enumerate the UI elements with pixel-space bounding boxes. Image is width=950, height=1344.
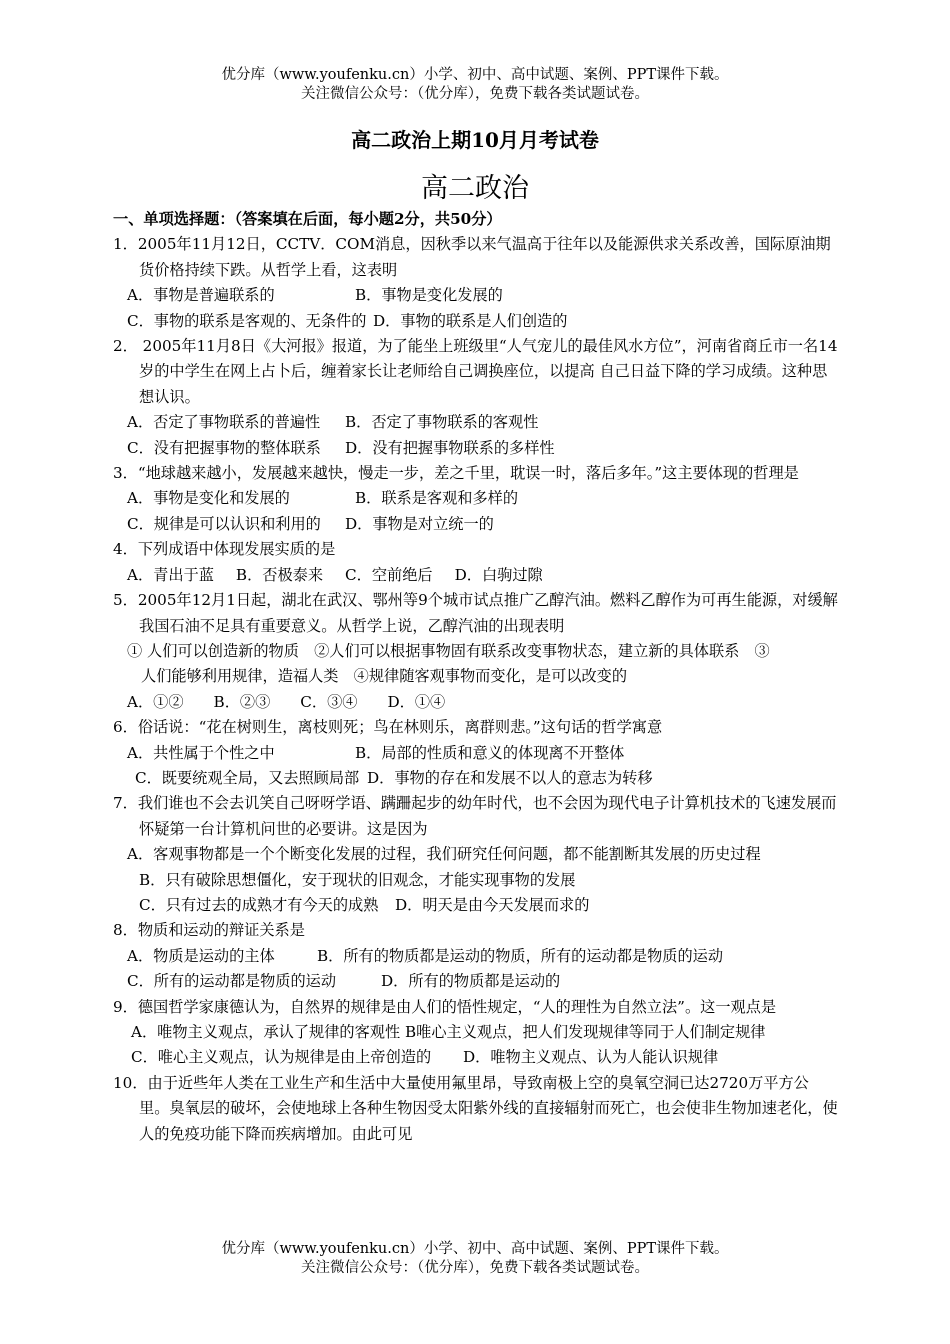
question-6-option-c: C．既要统观全局，又去照顾局部 bbox=[135, 768, 360, 787]
question-5-stem: 5．2005年12月1日起，湖北在武汉、鄂州等9个城市试点推广乙醇汽油。燃料乙醇作为可再生能源，对缓解我国石油不足具有重要意义。从哲学上说，乙醇汽油的出现表明 bbox=[113, 591, 838, 635]
header-line-1: 优分库（www.youfenku.cn）小学、初中、高中试题、案例、PPT课件下载。 bbox=[221, 67, 729, 83]
question-6-options-row-1 bbox=[113, 741, 838, 766]
question-5-option-a: A．①② bbox=[127, 692, 184, 711]
question-1-option-c: C．事物的联系是客观的、无条件的 bbox=[127, 311, 367, 330]
question-3-stem: 3．“地球越来越小，发展越来越快，慢走一步，差之千里，耽误一时，落后多年。”这主要体现的哲理是 bbox=[113, 464, 799, 483]
page-header bbox=[0, 66, 950, 104]
section-heading: 一、单项选择题：（答案填在后面，每小题2分，共50分） bbox=[113, 210, 502, 228]
question-9-option-d: D．唯物主义观点、认为人能认识规律 bbox=[463, 1048, 719, 1067]
exam-content bbox=[113, 207, 838, 1147]
question-5-option-c: C．③④ bbox=[300, 692, 358, 711]
question-1-options-row-1 bbox=[113, 283, 838, 308]
question-1-options-row-2 bbox=[113, 309, 838, 334]
question-6-stem: 6．俗话说：“花在树则生，离枝则死；鸟在林则乐，离群则悲。”这句话的哲学寓意 bbox=[113, 718, 663, 737]
question-9-stem: 9．德国哲学家康德认为，自然界的规律是由人们的悟性规定，“人的理性为自然立法”。这一观点是 bbox=[113, 997, 777, 1016]
question-3-options-row-2 bbox=[113, 512, 838, 537]
question-8-option-a: A．物质是运动的主体 bbox=[127, 946, 275, 965]
question-5-options bbox=[113, 690, 838, 715]
question-3-option-b: B．联系是客观和多样的 bbox=[355, 489, 519, 508]
question-5-statements bbox=[113, 639, 838, 690]
question-7-option-d: D．明天是由今天发展而求的 bbox=[395, 895, 590, 914]
footer-line-2: 关注微信公众号：（优分库），免费下载各类试题试卷。 bbox=[301, 1260, 649, 1276]
question-8-stem: 8．物质和运动的辩证关系是 bbox=[113, 921, 305, 940]
header-line-2: 关注微信公众号：（优分库），免费下载各类试题试卷。 bbox=[301, 86, 649, 102]
question-5-option-d: D．①④ bbox=[387, 692, 446, 711]
question-6-option-b: B．局部的性质和意义的体现离不开整体 bbox=[355, 743, 625, 762]
question-2-options-row-1 bbox=[113, 410, 838, 435]
question-8-options-row-2 bbox=[113, 969, 838, 994]
question-3-option-d: D．事物是对立统一的 bbox=[345, 514, 494, 533]
question-9-options-row-cd bbox=[113, 1045, 838, 1070]
question-1-option-b: B．事物是变化发展的 bbox=[355, 286, 503, 305]
question-5-statements-line-2: 人们能够利用规律，造福人类 ④规律随客观事物而变化，是可以改变的 bbox=[141, 667, 627, 686]
question-8-option-c: C．所有的运动都是物质的运动 bbox=[127, 972, 337, 991]
question-4-option-d: D．白驹过隙 bbox=[454, 565, 543, 584]
question-2-stem: 2． 2005年11月8日《大河报》报道，为了能坐上班级里“人气宠儿的最佳风水方位”，河南省商丘市一名14岁的中学生在网上占卜后，缠着家长让老师给自己调换座位，以提高 自己日益下降的学习成绩。这种思想认识。 bbox=[113, 337, 838, 406]
question-7-options-row-cd bbox=[113, 893, 838, 918]
exam-title: 高二政治上期10月月考试卷 bbox=[351, 128, 599, 152]
question-2-options-row-2 bbox=[113, 436, 838, 461]
page-footer bbox=[0, 1240, 950, 1278]
question-5-statements-line-1: ① 人们可以创造新的物质 ②人们可以根据事物固有联系改变事物状态，建立新的具体联系 ③ bbox=[127, 641, 770, 660]
question-2-option-c: C．没有把握事物的整体联系 bbox=[127, 438, 321, 457]
question-2-option-a: A．否定了事物联系的普遍性 bbox=[127, 413, 321, 432]
question-3-option-a: A．事物是变化和发展的 bbox=[127, 489, 290, 508]
question-2-option-d: D．没有把握事物联系的多样性 bbox=[345, 438, 555, 457]
question-4-options bbox=[113, 563, 838, 588]
question-9-options-row-ab: A．唯物主义观点，承认了规律的客观性 B唯心主义观点，把人们发现规律等同于人们制定规律 bbox=[131, 1023, 766, 1041]
question-10-stem: 10．由于近些年人类在工业生产和生活中大量使用氟里昂，导致南极上空的臭氧空洞已达2720万平方公里。臭氧层的破坏，会使地球上各种生物因受太阳紫外线的直接辐射而死亡，也会使非生物加速老化，使人的免疫功能下降而疾病增加。由此可见 bbox=[113, 1073, 838, 1143]
question-6-option-a: A．共性属于个性之中 bbox=[127, 743, 275, 762]
footer-line-1: 优分库（www.youfenku.cn）小学、初中、高中试题、案例、PPT课件下载。 bbox=[221, 1241, 729, 1257]
question-1-option-a: A．事物是普遍联系的 bbox=[127, 286, 275, 305]
question-1-option-d: D．事物的联系是人们创造的 bbox=[373, 311, 568, 330]
question-8-options-row-1 bbox=[113, 944, 838, 969]
question-7-option-c: C．只有过去的成熟才有今天的成熟 bbox=[139, 895, 379, 914]
question-3-options-row-1 bbox=[113, 486, 838, 511]
question-4-option-a: A．青出于蓝 bbox=[127, 565, 214, 584]
question-5-option-b: B．②③ bbox=[213, 692, 271, 711]
question-2-option-b: B．否定了事物联系的客观性 bbox=[345, 413, 539, 432]
question-9-option-c: C．唯心主义观点，认为规律是由上帝创造的 bbox=[131, 1048, 432, 1067]
question-7-option-b: B．只有破除思想僵化，安于现状的旧观念，才能实现事物的发展 bbox=[139, 870, 576, 889]
question-7-option-a: A．客观事物都是一个个断变化发展的过程，我们研究任何问题，都不能割断其发展的历史过程 bbox=[127, 845, 761, 864]
question-8-option-d: D．所有的物质都是运动的 bbox=[381, 972, 561, 991]
question-1-stem: 1．2005年11月12日，CCTV．COM消息，因秋季以来气温高于往年以及能源供求关系改善，国际原油期货价格持续下跌。从哲学上看，这表明 bbox=[113, 235, 831, 279]
subject-heading: 高二政治 bbox=[421, 173, 529, 204]
question-8-option-b: B．所有的物质都是运动的物质，所有的运动都是物质的运动 bbox=[317, 946, 724, 965]
question-6-options-row-2 bbox=[113, 766, 838, 791]
question-4-option-c: C．空前绝后 bbox=[345, 565, 433, 584]
question-6-option-d: D．事物的存在和发展不以人的意志为转移 bbox=[367, 768, 653, 787]
question-4-stem: 4．下列成语中体现发展实质的是 bbox=[113, 540, 336, 559]
question-3-option-c: C．规律是可以认识和利用的 bbox=[127, 514, 321, 533]
question-4-option-b: B．否极泰来 bbox=[235, 565, 324, 584]
question-7-stem: 7．我们谁也不会去讥笑自己呀呀学语、蹒跚起步的幼年时代，也不会因为现代电子计算机技术的飞速发展而怀疑第一台计算机问世的必要讲。这是因为 bbox=[113, 794, 837, 838]
